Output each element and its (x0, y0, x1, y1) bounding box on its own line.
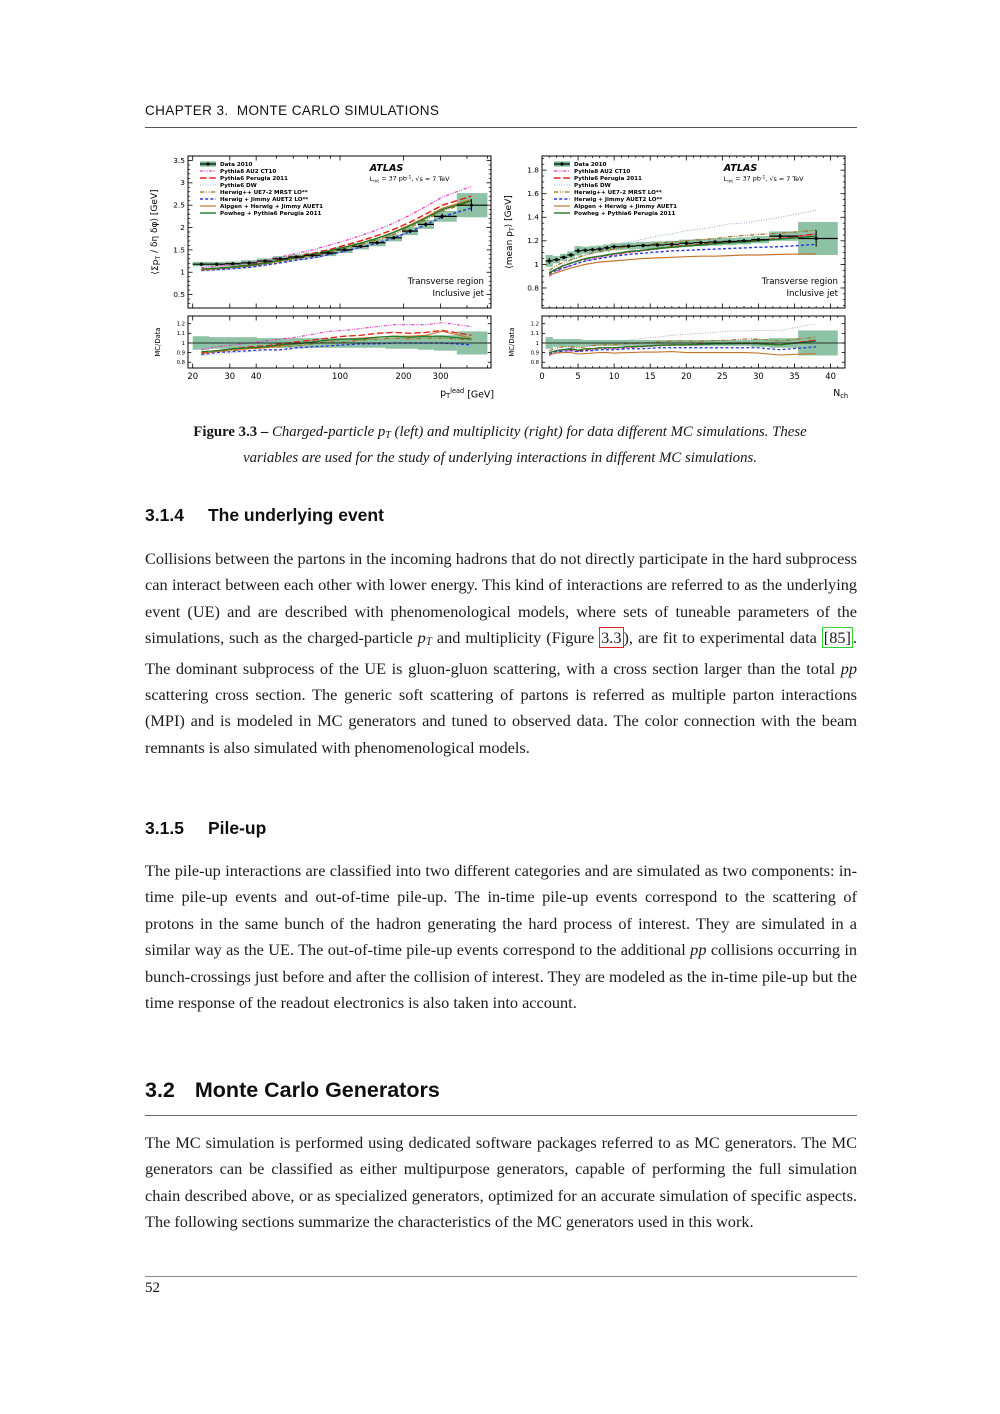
x-tick-label: 20 (187, 371, 199, 381)
region-annotation: Transverse region (407, 277, 484, 287)
atlas-label: ATLAS (369, 163, 404, 174)
text-segment: pp (840, 658, 857, 678)
section-heading-3-2 (145, 1078, 857, 1116)
region-annotation: Inclusive jet (786, 289, 838, 299)
ratio-tick-label: 1 (535, 340, 539, 347)
data-point-marker (343, 248, 346, 251)
legend-label: Pythia6 Perugia 2011 (574, 176, 642, 182)
text-segment: scattering cross section. The generic soft scattering of partons is referred as multiple parton interactions (MPI) and is modeled in MC generators and tuned to observed data. The color connection with the beam remnants is also simulated with phenomenological models. (145, 685, 857, 757)
section-number: 3.1.5 (145, 818, 184, 838)
ratio-tick-label: 0.8 (176, 360, 185, 367)
legend-label: Alpgen + Herwig + Jimmy AUET1 (220, 204, 323, 210)
text-segment: (left) and multiplicity (right) for data different MC simulations. These variables are used for the study of underlying interactions in different MC simulations. (243, 424, 807, 466)
text-segment: Charged-particle (271, 424, 378, 440)
mc-series-line (549, 254, 816, 275)
data-point-marker (215, 263, 218, 266)
data-point-marker (231, 262, 234, 265)
ratio-axis-label: MC/Data (154, 327, 162, 357)
text-segment: p (377, 424, 386, 440)
x-tick-label: 10 (608, 371, 620, 381)
data-point-marker (742, 239, 745, 242)
y-tick-label: 1.8 (527, 165, 539, 175)
data-point-marker (569, 253, 572, 256)
y-tick-label: 0.8 (527, 283, 539, 293)
data-point-marker (584, 249, 587, 252)
data-point-marker (279, 257, 282, 260)
data-point-marker (247, 261, 250, 264)
data-point-marker (311, 254, 314, 257)
legend-label: Alpgen + Herwig + Jimmy AUET1 (574, 204, 677, 210)
y-tick-label: 1 (534, 259, 539, 269)
running-header (145, 103, 857, 128)
y-tick-label: 1 (180, 267, 185, 277)
legend-label: Pythia6 DW (220, 183, 257, 189)
text-segment: . The dominant subprocess of the UE is gluon-gluon scattering, with a cross section larger than the total (145, 628, 857, 678)
section-number: 3.2 (145, 1078, 175, 1102)
x-tick-label: 35 (789, 371, 800, 381)
x-tick-label: 30 (753, 371, 764, 381)
text-segment: collisions occurring in bunch-crossings just before and after the collision of interest. They are modeled as the in-time pile-up but the time response of the readout electronics is also taken into account. (145, 940, 858, 1013)
legend-label: Herwig++ UE7-2 MRST LO** (574, 190, 662, 196)
x-axis-label: $p_T^{lead}$ [GeV] (440, 387, 494, 401)
data-point-marker (200, 263, 203, 266)
ratio-tick-label: 1.2 (530, 321, 539, 328)
data-point-marker (424, 223, 427, 226)
data-point-marker (470, 204, 473, 207)
data-point-marker (295, 255, 298, 258)
data-point-marker (555, 258, 558, 261)
ratio-axis-label: MC/Data (508, 327, 516, 357)
x-tick-label: 30 (224, 371, 236, 381)
figure-3-3 (147, 150, 855, 402)
ratio-tick-label: 0.9 (176, 350, 185, 357)
data-point-marker (685, 242, 688, 245)
ratio-tick-label: 0.8 (530, 360, 539, 367)
legend-label: Powheg + Pythia6 Perugia 2011 (574, 211, 676, 217)
y-tick-label: 3 (180, 178, 185, 188)
x-tick-label: 100 (332, 371, 349, 381)
data-point-marker (815, 237, 818, 240)
page-number: 52 (145, 1280, 160, 1296)
page-footer (145, 1276, 857, 1297)
y-tick-label: 1.6 (527, 189, 539, 199)
text-segment: The MC simulation is performed using dedicated software packages referred to as MC generators. The MC generators can be classified as either multipurpose generators, capable of performing the full simulation chain described above, or as specialized generators, optimized for an accurate simulation of specific aspects. The following sections summarize the characteristics of the MC generators used in this work. (145, 1133, 857, 1232)
text-segment: T (425, 636, 432, 649)
ratio-tick-label: 1.1 (530, 331, 539, 338)
y-tick-label: 1.5 (173, 245, 185, 255)
ratio-tick-label: 1.2 (176, 321, 185, 328)
data-point-marker (376, 241, 379, 244)
text-segment: T (385, 429, 391, 441)
y-tick-label: 3.5 (173, 155, 185, 165)
data-point-marker (757, 238, 760, 241)
data-point-marker (562, 256, 565, 259)
x-tick-label: 25 (717, 371, 728, 381)
section-title: The underlying event (207, 505, 384, 525)
x-tick-label: 300 (432, 371, 449, 381)
data-point-marker (409, 230, 412, 233)
y-axis-label: $⟨\Sigma p_T$ / δη δφ⟩ [GeV] (150, 189, 163, 275)
section-heading-3-1-4 (145, 505, 384, 526)
y-tick-label: 0.5 (173, 289, 185, 299)
chart-sum-pt-vs-ptlead (147, 150, 500, 402)
atlas-label: ATLAS (723, 163, 758, 174)
data-point-marker (441, 215, 444, 218)
ratio-tick-label: 0.9 (530, 350, 539, 357)
data-point-marker (548, 259, 551, 262)
text-segment: pp (690, 940, 707, 960)
text-segment: ), are fit to experimental data (623, 628, 822, 648)
y-tick-label: 1.4 (527, 212, 539, 222)
legend-label: Data 2010 (220, 162, 253, 168)
legend-label: Pythia8 AU2 CT10 (574, 169, 631, 175)
figure-ref-link[interactable]: 3.3 (601, 628, 622, 648)
data-point-marker (613, 245, 616, 248)
section-heading-3-1-5 (145, 818, 266, 839)
y-tick-label: 1.2 (527, 236, 539, 246)
legend-data-marker (206, 162, 209, 165)
data-point-marker (359, 245, 362, 248)
data-point-marker (714, 240, 717, 243)
data-point-marker (627, 245, 630, 248)
legend-label: Herwig + Jimmy AUET2 LO** (220, 197, 309, 203)
data-point-marker (598, 247, 601, 250)
data-point-marker (263, 259, 266, 262)
x-axis-label: $N_{ch}$ (833, 388, 848, 401)
x-tick-label: 40 (250, 371, 262, 381)
legend-label: Herwig++ UE7-2 MRST LO** (220, 190, 308, 196)
data-point-marker (576, 249, 579, 252)
y-tick-label: 2.5 (173, 200, 185, 210)
data-point-marker (728, 240, 731, 243)
data-point-marker (656, 243, 659, 246)
legend-label: Pythia6 DW (574, 183, 611, 189)
text-segment: The pile-up interactions are classified into two different categories and are simulated as two components: in-time pile-up events and out-of-time pile-up. The in-time pile-up events correspond to the scattering of protons in the same bunch of the hadron generating the hard process of interest. They are simulated in a similar way as the UE. The out-of-time pile-up events correspond to the additional (145, 861, 857, 960)
legend-label: Pythia8 AU2 CT10 (220, 169, 277, 175)
text-segment: and multiplicity (Figure (431, 628, 600, 648)
lumi-label: $L_{int} = 37$ $pb^{-1}$, √s = 7 TeV (369, 174, 450, 185)
legend-label: Herwig + Jimmy AUET2 LO** (574, 197, 663, 203)
data-point-marker (699, 241, 702, 244)
legend-label: Powheg + Pythia6 Perugia 2011 (220, 211, 322, 217)
text-segment: Figure 3.3 (193, 424, 258, 440)
data-point-marker (327, 251, 330, 254)
legend-label: Data 2010 (574, 162, 607, 168)
region-annotation: Inclusive jet (432, 289, 484, 299)
paragraph-pile-up (145, 858, 857, 1016)
chart-mean-pt-vs-nch (501, 150, 854, 402)
paragraph-mc-generators (145, 1130, 857, 1236)
paragraph-underlying-event (145, 546, 857, 761)
x-tick-label: 15 (644, 371, 656, 381)
legend-label: Pythia6 Perugia 2011 (220, 176, 288, 182)
text-segment: Collisions between the partons in the incoming hadrons that do not directly participate in the hard subprocess can interact between each other with lower energy. This kind of interactions are referred to as the underlying event (UE) and are described with phenomenological models, where sets of tuneable parameters of the simulations, such as the charged-particle (145, 549, 857, 648)
section-title: Pile-up (207, 818, 267, 838)
ratio-tick-label: 1 (181, 340, 185, 347)
region-annotation: Transverse region (761, 277, 838, 287)
text-segment: p (417, 628, 426, 648)
data-point-marker (778, 235, 781, 238)
text-segment: – (257, 424, 272, 440)
data-point-marker (591, 248, 594, 251)
figure-caption (180, 421, 820, 470)
lumi-label: $L_{int} = 37$ $pb^{-1}$, √s = 7 TeV (723, 174, 804, 185)
mc-series-ratio-line (549, 352, 816, 355)
data-point-marker (605, 246, 608, 249)
x-tick-label: 0 (539, 371, 545, 381)
x-tick-label: 200 (395, 371, 412, 381)
chapter-header-text: CHAPTER 3. MONTE CARLO SIMULATIONS (145, 103, 440, 118)
data-point-marker (641, 244, 644, 247)
y-axis-label: ⟨mean $p_T⟩$ [GeV] (504, 195, 517, 269)
data-point-marker (392, 236, 395, 239)
section-number: 3.1.4 (145, 505, 184, 525)
legend-data-marker (560, 162, 563, 165)
section-title: Monte Carlo Generators (194, 1078, 440, 1102)
x-tick-label: 20 (680, 371, 692, 381)
y-tick-label: 2 (180, 222, 185, 232)
data-point-marker (670, 243, 673, 246)
citation-link[interactable]: [85] (823, 628, 851, 648)
x-tick-label: 40 (825, 371, 836, 381)
ratio-tick-label: 1.1 (176, 331, 185, 338)
x-tick-label: 5 (575, 371, 581, 381)
